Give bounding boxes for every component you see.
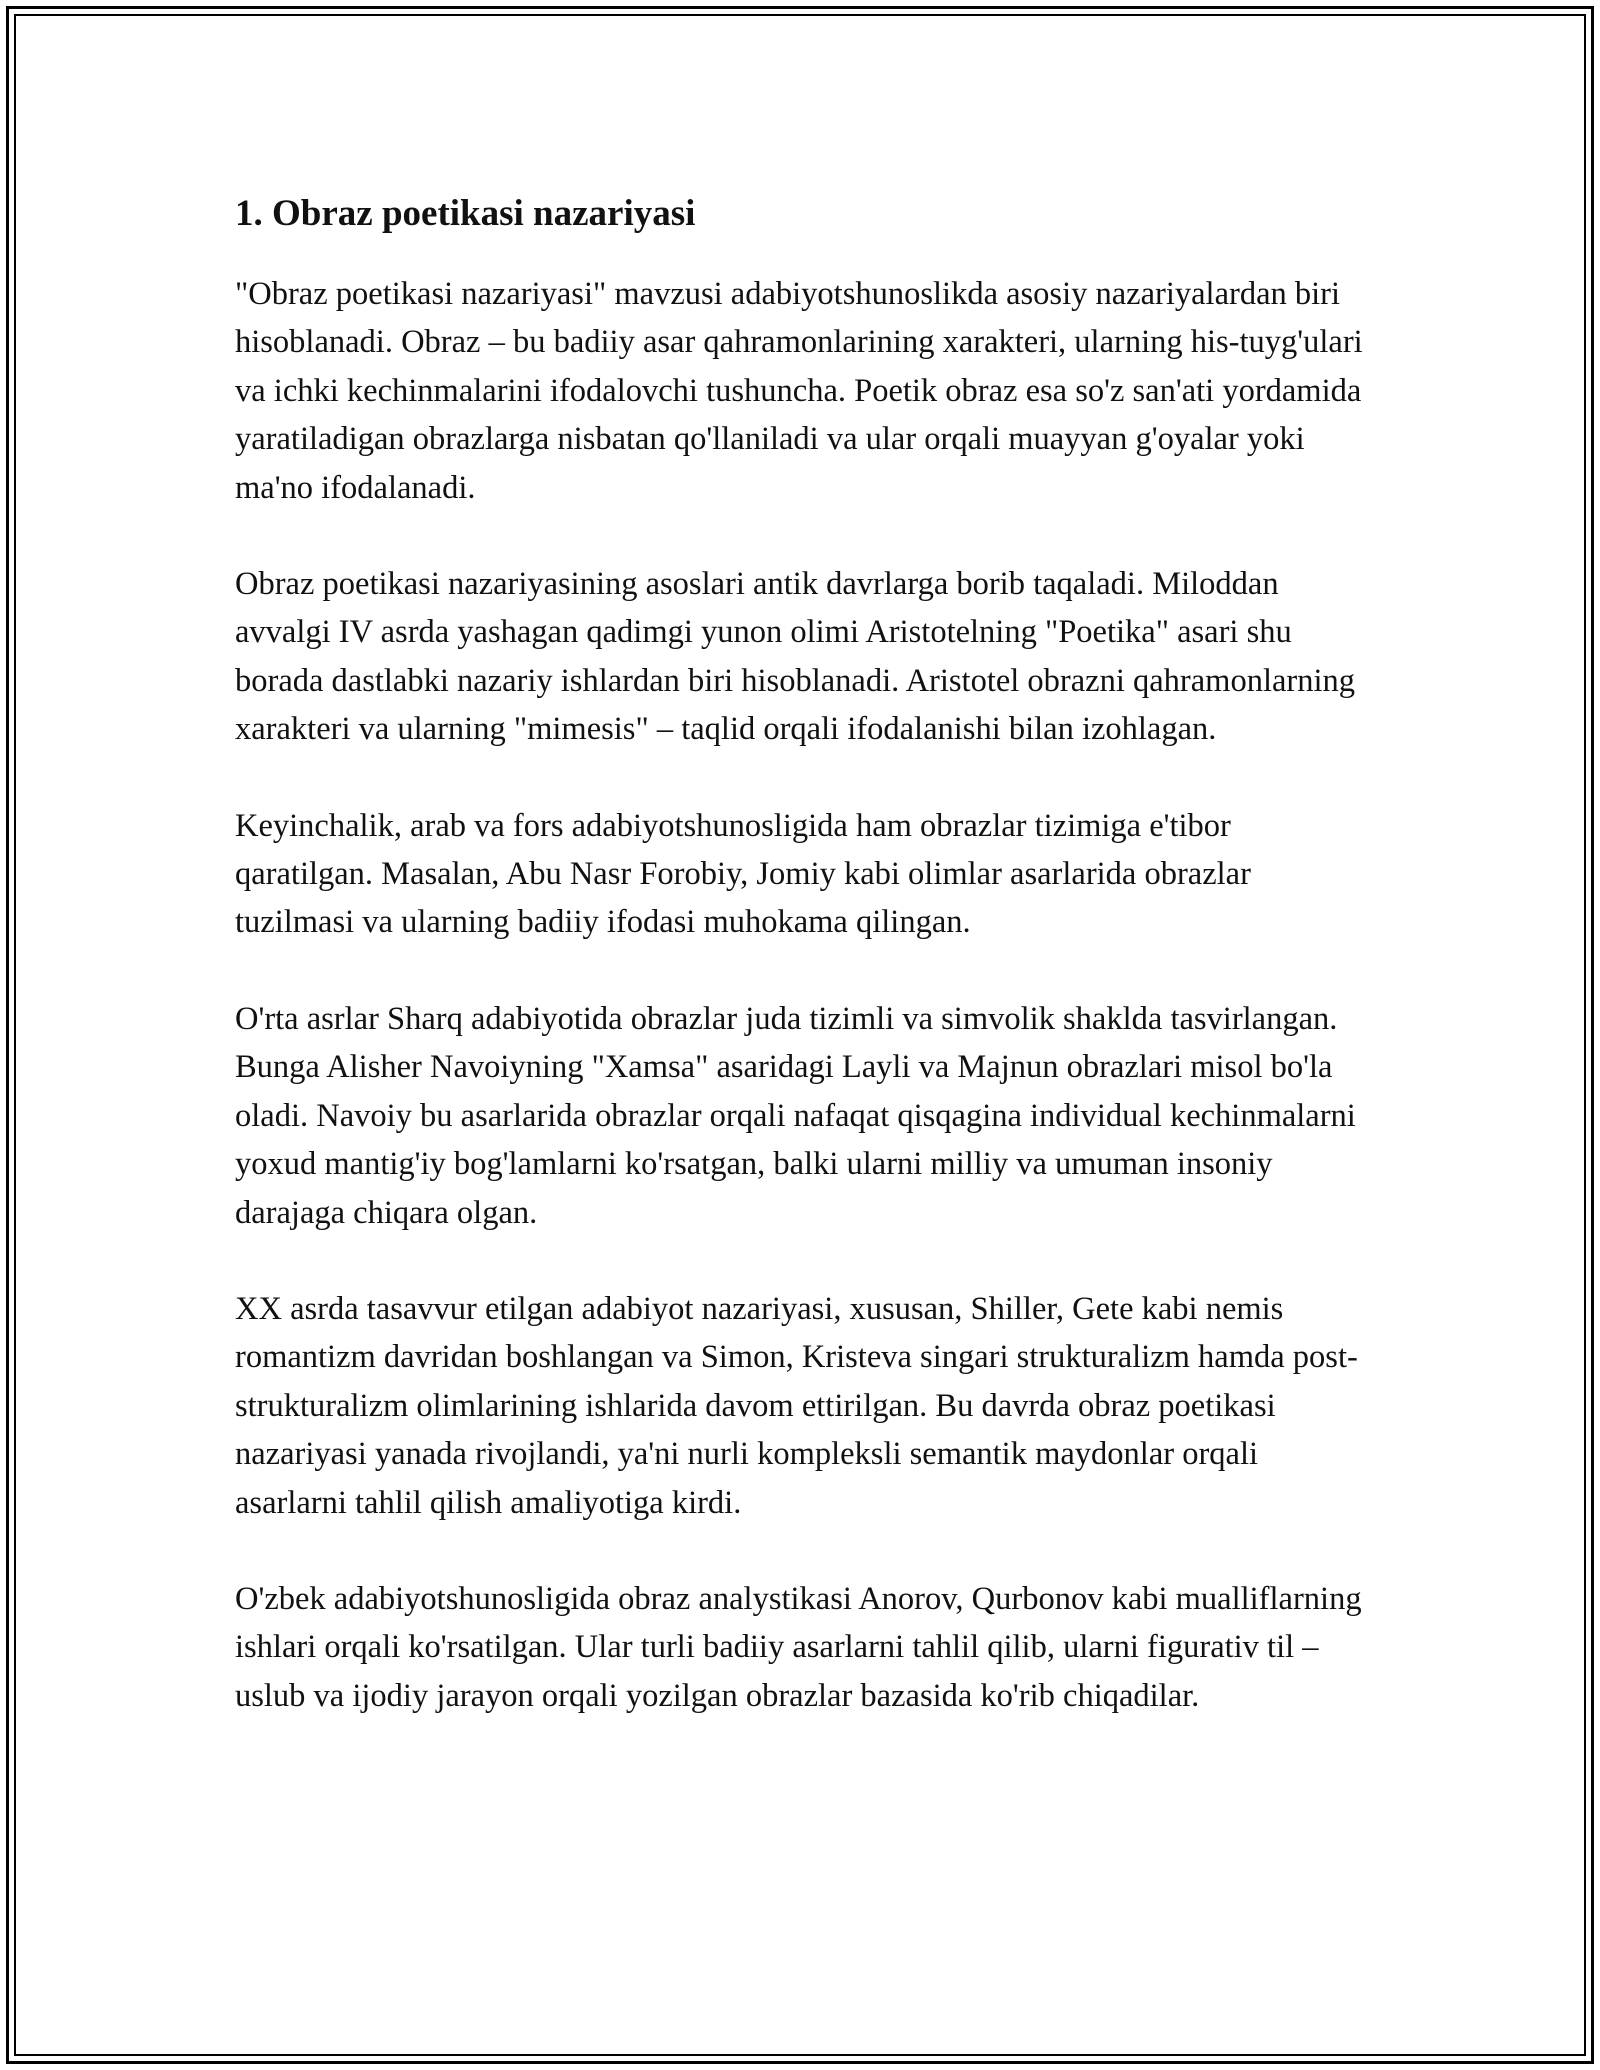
- section-heading: 1. Obraz poetikasi nazariyasi: [235, 193, 696, 234]
- document-body: [235, 188, 1375, 1768]
- paragraph-twentieth-century: XX asrda tasavvur etilgan adabiyot nazariyasi, xususan, Shiller, Gete kabi nemis romantizm davridan boshlangan va Simon, Kristeva singari strukturalizm hamda post-strukturalizm olimlarining ishlarida davom ettirilgan. Bu davrda obraz poetikasi nazariyasi yanada rivojlandi, ya'ni nurli kompleksli semantik maydonlar orqali asarlarni tahlil qilish amaliyotiga kirdi.: [235, 1290, 1358, 1521]
- paragraph-uzbek-studies: O'zbek adabiyotshunosligida obraz analystikasi Anorov, Qurbonov kabi mualliflarning ishlari orqali ko'rsatilgan. Ular turli badiiy asarlarni tahlil qilib, ularni figurativ til – uslub va ijodiy jarayon orqali yozilgan obrazlar bazasida ko'rib chiqadilar.: [235, 1580, 1362, 1714]
- paragraph-antiquity: Obraz poetikasi nazariyasining asoslari antik davrlarga borib taqaladi. Miloddan avvalgi IV asrda yashagan qadimgi yunon olimi Aristotelning "Poetika" asari shu borada dastlabki nazariy ishlardan biri hisoblanadi. Aristotel obrazni qahramonlarning xarakteri va ularning "mimesis" – taqlid orqali ifodalanishi bilan izohlagan.: [235, 566, 1356, 748]
- paragraph-arab-persian: Keyinchalik, arab va fors adabiyotshunosligida ham obrazlar tizimiga e'tibor qaratilgan. Masalan, Abu Nasr Forobiy, Jomiy kabi olimlar asarlarida obrazlar tuzilmasi va ularning badiiy ifodasi muhokama qilingan.: [235, 807, 1251, 941]
- paragraph-middle-ages: O'rta asrlar Sharq adabiyotida obrazlar juda tizimli va simvolik shaklda tasvirlangan. Bunga Alisher Navoiyning "Xamsa" asaridagi Layli va Majnun obrazlari misol bo'la oladi. Navoiy bu asarlarida obrazlar orqali nafaqat qisqagina individual kechinmalarni yoxud mantig'iy bog'lamlarni ko'rsatgan, balki ularni milliy va umuman insoniy darajaga chiqara olgan.: [235, 1000, 1356, 1231]
- paragraph-intro: "Obraz poetikasi nazariyasi" mavzusi adabiyotshunoslikda asosiy nazariyalardan biri hisoblanadi. Obraz – bu badiiy asar qahramonlarining xarakteri, ularning his-tuyg'ulari va ichki kechinmalarini ifodalovchi tushuncha. Poetik obraz esa so'z san'ati yordamida yaratiladigan obrazlarga nisbatan qo'llaniladi va ular orqali muayyan g'oyalar yoki ma'no ifodalanadi.: [235, 276, 1363, 506]
